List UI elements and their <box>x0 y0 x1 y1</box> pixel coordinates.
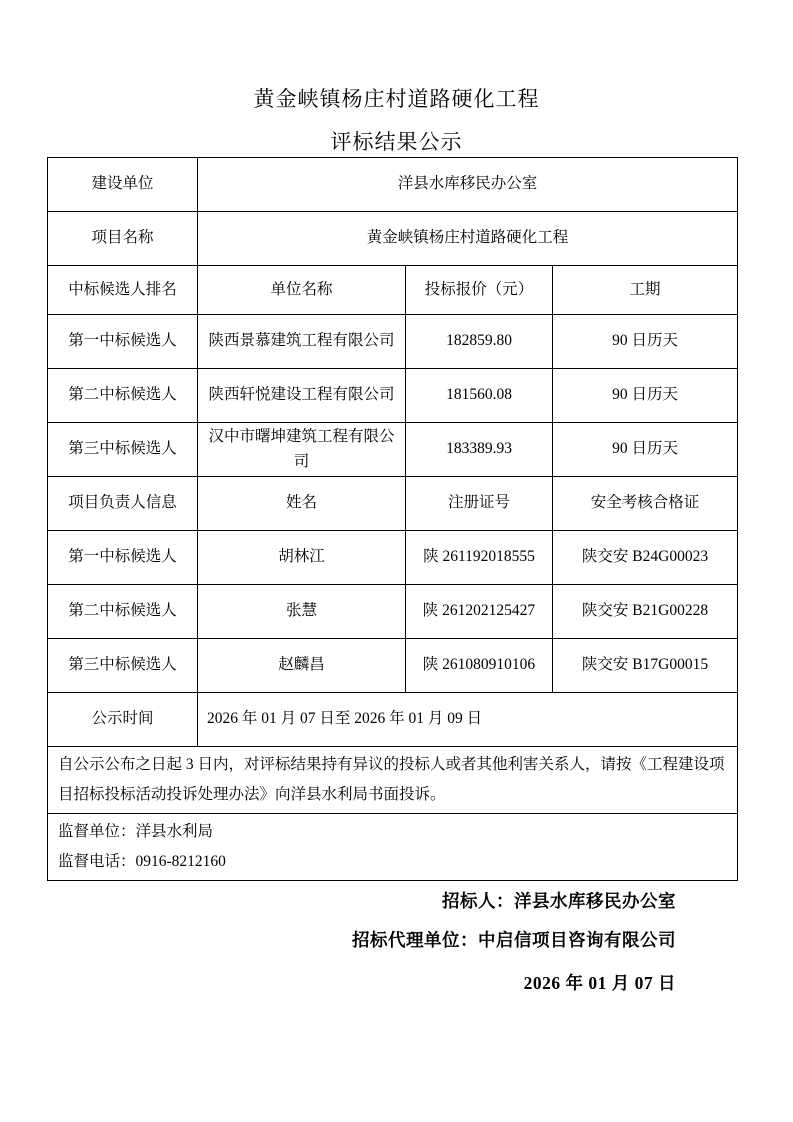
bid-header-price: 投标报价（元） <box>406 266 553 315</box>
bid-2-duration: 90 日历天 <box>553 369 738 423</box>
manager-1-cert-no: 陕 261192018555 <box>406 531 553 585</box>
manager-3-safety-cert: 陕交安 B17G00015 <box>553 639 738 693</box>
document-title-line2: 评标结果公示 <box>330 130 463 154</box>
bid-header-company: 单位名称 <box>198 266 406 315</box>
date-line: 2026 年 01 月 07 日 <box>523 973 676 993</box>
project-name-label: 项目名称 <box>48 212 198 266</box>
bid-1-duration: 90 日历天 <box>553 315 738 369</box>
table-row-construction-unit <box>48 158 738 212</box>
manager-header-cert-no: 注册证号 <box>406 477 553 531</box>
objection-notice-text: 自公示公布之日起 3 日内，对评标结果持有异议的投标人或者其他利害关系人，请按《工程建设项目招标投标活动投诉处理办法》向洋县水利局书面投诉。 <box>48 747 738 814</box>
construction-unit-label: 建设单位 <box>48 158 198 212</box>
bid-2-price: 181560.08 <box>406 369 553 423</box>
table-row-manager-2 <box>48 585 738 639</box>
bid-2-rank: 第二中标候选人 <box>48 369 198 423</box>
manager-2-safety-cert: 陕交安 B21G00228 <box>553 585 738 639</box>
bid-3-price: 183389.93 <box>406 423 553 477</box>
manager-1-safety-cert: 陕交安 B24G00023 <box>553 531 738 585</box>
publicity-period-value: 2026 年 01 月 07 日至 2026 年 01 月 09 日 <box>198 693 738 747</box>
bid-result-table <box>47 157 738 881</box>
table-row-publicity-period <box>48 693 738 747</box>
bid-header-duration: 工期 <box>553 266 738 315</box>
bid-3-duration: 90 日历天 <box>553 423 738 477</box>
supervision-cell <box>48 814 738 881</box>
table-row-bid-header <box>48 266 738 315</box>
table-row-bid-candidate-1 <box>48 315 738 369</box>
manager-3-rank: 第三中标候选人 <box>48 639 198 693</box>
manager-1-rank: 第一中标候选人 <box>48 531 198 585</box>
bid-2-company: 陕西轩悦建设工程有限公司 <box>198 369 406 423</box>
construction-unit-value: 洋县水库移民办公室 <box>198 158 738 212</box>
manager-2-cert-no: 陕 261202125427 <box>406 585 553 639</box>
manager-3-name: 赵麟昌 <box>198 639 406 693</box>
tenderer-line: 招标人：洋县水库移民办公室 <box>442 891 676 911</box>
bid-1-rank: 第一中标候选人 <box>48 315 198 369</box>
bid-3-rank: 第三中标候选人 <box>48 423 198 477</box>
manager-2-name: 张慧 <box>198 585 406 639</box>
bid-1-company: 陕西景慕建筑工程有限公司 <box>198 315 406 369</box>
manager-3-cert-no: 陕 261080910106 <box>406 639 553 693</box>
manager-header-rank: 项目负责人信息 <box>48 477 198 531</box>
supervision-phone: 监督电话：0916-8212160 <box>58 853 226 870</box>
project-name-value: 黄金峡镇杨庄村道路硬化工程 <box>198 212 738 266</box>
bid-1-price: 182859.80 <box>406 315 553 369</box>
table-row-objection-notice <box>48 747 738 814</box>
manager-2-rank: 第二中标候选人 <box>48 585 198 639</box>
manager-header-name: 姓名 <box>198 477 406 531</box>
manager-1-name: 胡林江 <box>198 531 406 585</box>
document-title-line1: 黄金峡镇杨庄村道路硬化工程 <box>253 87 540 111</box>
table-row-supervision <box>48 814 738 881</box>
agency-line: 招标代理单位：中启信项目咨询有限公司 <box>352 930 676 950</box>
table-row-manager-1 <box>48 531 738 585</box>
supervision-unit: 监督单位：洋县水利局 <box>58 823 214 840</box>
bid-header-rank: 中标候选人排名 <box>48 266 198 315</box>
table-row-project-name <box>48 212 738 266</box>
manager-header-safety-cert: 安全考核合格证 <box>553 477 738 531</box>
table-row-bid-candidate-3 <box>48 423 738 477</box>
publicity-period-label: 公示时间 <box>48 693 198 747</box>
table-row-manager-header <box>48 477 738 531</box>
table-row-bid-candidate-2 <box>48 369 738 423</box>
table-row-manager-3 <box>48 639 738 693</box>
bid-3-company: 汉中市曙坤建筑工程有限公司 <box>198 423 406 477</box>
